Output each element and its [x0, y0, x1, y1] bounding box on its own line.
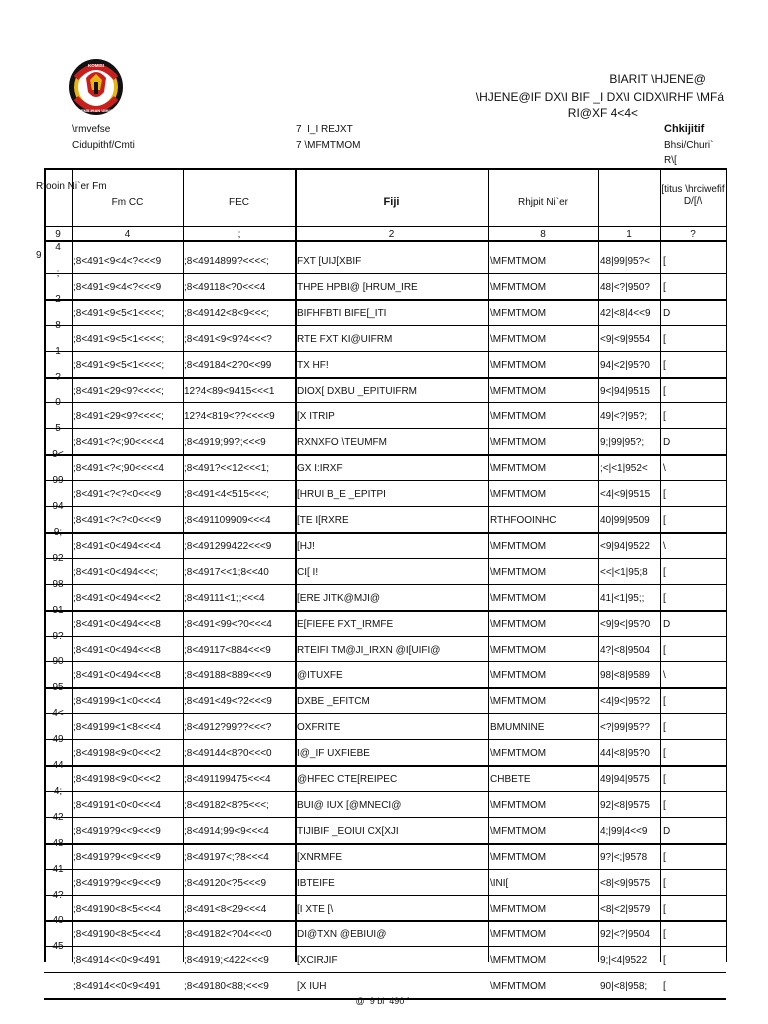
row-number: 98: [52, 578, 64, 590]
row-number: 91: [52, 604, 64, 616]
table-cell: [: [663, 696, 666, 708]
table-cell: [: [663, 333, 666, 345]
row-number: 9?: [52, 630, 64, 642]
table-cell: \: [663, 463, 666, 475]
table-cell: IBTEIFE: [297, 877, 335, 889]
row-number: 0: [55, 397, 61, 409]
row-number: 40: [52, 915, 64, 927]
table-cell: \MFMTMOM: [490, 489, 547, 501]
row-number: 4<: [52, 708, 64, 720]
meta-right-2: Bhsi/Churi`: [664, 140, 714, 151]
row-number: 4?: [52, 889, 64, 901]
table-cell: <8|<9|9575: [600, 877, 651, 889]
table-cell: <<|<1|95;8: [600, 566, 648, 578]
row-number: ?: [55, 371, 61, 383]
table-cell: ;8<4914<<0<9<491: [73, 955, 161, 967]
table-cell: ;8<4919?9<<9<<<9: [73, 825, 161, 837]
table-cell: THPE HPBI@ [HRUM_IRE: [297, 281, 418, 293]
row-number: 90: [52, 656, 64, 668]
table-cell: ;8<4919?9<<9<<<9: [73, 877, 161, 889]
table-cell: [: [663, 981, 666, 993]
row-divider: [44, 377, 726, 379]
table-cell: 94|<2|95?0: [600, 359, 650, 371]
table-cell: \MFMTMOM: [490, 696, 547, 708]
table-cell: @ITUXFE: [297, 670, 343, 682]
table-cell: [: [663, 644, 666, 656]
table-cell: ;8<4914;99<9<<<4: [184, 825, 269, 837]
table-cell: [: [663, 256, 666, 267]
table-cell: D: [663, 307, 671, 319]
table-cell: OXFRITE: [297, 722, 341, 734]
table-cell: ;8<491<?<?<0<<<9: [73, 489, 162, 501]
table-cell: \MFMTMOM: [490, 618, 547, 630]
table-cell: \MFMTMOM: [490, 929, 547, 941]
table-cell: <4|9<|95?2: [600, 696, 651, 708]
table-cell: \MFMTMOM: [490, 851, 547, 863]
table-cell: \MFMTMOM: [490, 825, 547, 837]
table-cell: ;8<49117<884<<<9: [184, 644, 271, 656]
table-cell: ;8<49198<9<0<<<2: [73, 774, 161, 785]
table-cell: ;8<49188<889<<<9: [184, 670, 272, 682]
table-cell: <8|<2|9579: [600, 903, 651, 915]
table-cell: ;8<491199475<<<4: [184, 774, 271, 785]
table-cell: [: [663, 929, 666, 941]
row-divider: [44, 739, 726, 740]
row-divider: [44, 869, 726, 870]
table-cell: ;8<49190<8<5<<<4: [73, 929, 161, 941]
table-cell: 4?|<8|9504: [600, 644, 650, 656]
row-number: 94: [52, 501, 64, 512]
meta-mid-1: 7 I_I REJXT: [296, 124, 353, 135]
table-cell: ;8<491299422<<<9: [184, 540, 272, 552]
table-cell: \MFMTMOM: [490, 437, 547, 449]
table-cell: DIOX[ DXBU _EPITUIFRM: [297, 385, 418, 397]
stray-number: 9: [36, 250, 42, 261]
row-divider: [44, 636, 726, 637]
table-cell: 40|99|9509: [600, 515, 650, 526]
table-cell: \MFMTMOM: [490, 799, 547, 811]
table-cell: 49|<?|95?;: [600, 411, 648, 423]
table-cell: [: [663, 592, 666, 604]
col-header-fiji: Fiji: [383, 196, 400, 208]
table-cell: D: [663, 825, 671, 837]
table-cell: GX I:IRXF: [297, 463, 343, 475]
table-cell: [I XTE [\: [297, 903, 334, 915]
table-cell: ;8<491<9<9?4<<<?: [184, 333, 272, 345]
table-cell: ;8<491<?<?<0<<<9: [73, 515, 162, 526]
table-cell: \MFMTMOM: [490, 281, 547, 293]
meta-left-1: \rmvefse: [72, 124, 111, 135]
row-divider: [44, 325, 726, 326]
table-cell: <9|9<|95?0: [600, 618, 651, 630]
row-divider: [44, 584, 726, 585]
table-cell: DXBE _EFITCM: [297, 696, 370, 708]
table-cell: ;8<491<0<494<<<8: [73, 644, 161, 656]
table-cell: ;8<49118<?0<<<4: [184, 281, 266, 293]
table-cell: [TE I[RXRE: [297, 515, 349, 526]
table-cell: \INI[: [490, 877, 509, 889]
table-cell: RTE FXT KI@UIFRM: [297, 333, 393, 345]
col-border: [726, 168, 727, 962]
table-cell: BUI@ IUX [@MNECI@: [297, 799, 402, 811]
table-cell: \MFMTMOM: [490, 981, 547, 993]
table-cell: 4;|99|4<<9: [600, 825, 648, 837]
table-cell: 48|<?|950?: [600, 281, 650, 293]
table-cell: 12?4<89<9415<<<1: [184, 385, 275, 397]
table-cell: \MFMTMOM: [490, 748, 547, 760]
index-cell: ?: [690, 229, 696, 240]
table-cell: [XCIRJIF: [297, 955, 338, 967]
row-number: 45: [52, 941, 64, 953]
index-cell: 9: [55, 229, 61, 240]
table-cell: ;8<491<8<29<<<4: [184, 903, 267, 915]
row-divider: [44, 610, 726, 612]
table-cell: 98|<8|9589: [600, 670, 650, 682]
row-number: 1: [55, 345, 61, 357]
index-bottom-border: [44, 240, 726, 242]
table-cell: TX HF!: [297, 359, 329, 371]
table-cell: ;8<49142<8<9<<<;: [184, 307, 270, 319]
row-number: 9<: [52, 449, 64, 461]
row-number: 99: [52, 475, 64, 487]
table-cell: [: [663, 903, 666, 915]
table-cell: D: [663, 437, 671, 449]
table-cell: [HRUI B_E _EPITPI: [297, 489, 386, 501]
row-divider: [44, 428, 726, 429]
table-cell: ;8<491?<<12<<<1;: [184, 463, 270, 475]
table-cell: \MFMTMOM: [490, 463, 547, 475]
row-divider: [44, 972, 726, 973]
table-cell: ;8<491<99<?0<<<4: [184, 618, 272, 630]
table-cell: ;8<49198<9<0<<<2: [73, 748, 161, 760]
table-cell: \MFMTMOM: [490, 333, 547, 345]
table-cell: BIFHFBTI BIFE[_ITI: [297, 307, 387, 319]
table-cell: RXNXFO \TEUMFM: [297, 437, 387, 449]
row-divider: [44, 532, 726, 534]
table-cell: \MFMTMOM: [490, 256, 547, 267]
table-cell: ;8<49199<1<8<<<4: [73, 722, 161, 734]
table-cell: ;8<491<9<4<?<<<9: [73, 256, 162, 267]
table-cell: BMUMNINE: [490, 722, 545, 734]
table-cell: CI[ I!: [297, 566, 319, 578]
table-cell: \MFMTMOM: [490, 903, 547, 915]
row-divider: [44, 480, 726, 481]
table-cell: [: [663, 385, 666, 397]
table-cell: I@_IF UXFIEBE: [297, 748, 370, 760]
table-cell: E[FIEFE FXT_IRMFE: [297, 618, 394, 630]
table-cell: ;8<49111<1;;<<<4: [184, 592, 265, 604]
meta-left-2: Cidupithf/Cmti: [72, 140, 135, 151]
table-cell: ;8<49120<?5<<<9: [184, 877, 267, 889]
table-cell: ;8<491<0<494<<<2: [73, 592, 161, 604]
table-cell: ;8<4919;<422<<<9: [184, 955, 269, 967]
table-cell: ;8<4919?9<<9<<<9: [73, 851, 161, 863]
table-cell: ;8<491<0<494<<<8: [73, 618, 161, 630]
table-cell: [: [663, 851, 666, 863]
header-line-3: RI@XF 4<4<: [567, 106, 638, 120]
header-line-2: \HJENE@IF DX\I BIF _I DX\I CIDX\IRHF \MFá: [475, 90, 724, 104]
table-top-border: [44, 168, 726, 170]
meta-mid-2: 7 \MFMTMOM: [296, 140, 361, 151]
table-cell: [: [663, 748, 666, 760]
table-cell: ;8<491<9<4<?<<<9: [73, 281, 162, 293]
table-cell: \MFMTMOM: [490, 540, 547, 552]
header-bottom-border: [44, 226, 726, 227]
row-number: 42: [52, 811, 64, 823]
table-cell: [: [663, 722, 666, 734]
row-divider: [44, 402, 726, 403]
table-cell: ;8<49184<2?0<<99: [184, 359, 272, 371]
table-cell: \MFMTMOM: [490, 359, 547, 371]
table-cell: DI@TXN @EBIUI@: [297, 929, 387, 941]
row-divider: [44, 791, 726, 792]
table-cell: [: [663, 489, 666, 501]
logo: [68, 58, 124, 116]
row-number: 9;: [53, 526, 63, 538]
row-divider: [44, 895, 726, 896]
table-cell: 90|<8|958;: [600, 981, 648, 993]
row-number: 92: [52, 552, 64, 564]
table-cell: ;8<491<29<9?<<<<;: [73, 385, 164, 397]
table-cell: @HFEC CTE[REIPEC: [297, 774, 398, 785]
row-number: ;: [56, 267, 60, 279]
row-divider: [44, 920, 726, 922]
table-cell: [: [663, 359, 666, 371]
meta-right-1: Chkijitif: [664, 123, 705, 135]
table-cell: [HJ!: [297, 540, 315, 552]
table-cell: \: [663, 670, 666, 682]
row-divider: [44, 713, 726, 714]
table-cell: [: [663, 774, 666, 785]
table-cell: ;8<491<?<;90<<<<4: [73, 437, 164, 449]
table-cell: CHBETE: [490, 774, 531, 785]
logo-text-top: KOMISI: [87, 63, 105, 68]
table-cell: [: [663, 281, 666, 293]
table-cell: 9;|99|95?;: [600, 437, 645, 449]
table-cell: 44|<8|95?0: [600, 748, 650, 760]
table-cell: \MFMTMOM: [490, 307, 547, 319]
table-cell: [X IUH: [297, 981, 330, 993]
col-header-rhjpit: Rhjpit Ni`er: [517, 197, 568, 208]
table-cell: ;8<49191<0<0<<<4: [73, 799, 161, 811]
table-cell: ;8<491<0<494<<<8: [73, 670, 161, 682]
table-cell: 42|<8|4<<9: [600, 307, 651, 319]
table-cell: \MFMTMOM: [490, 955, 547, 967]
table-cell: 48|99|95?<: [600, 256, 650, 267]
table-cell: ;8<491<29<9?<<<<;: [73, 411, 164, 423]
table-cell: FXT [UIJ[XBIF: [297, 256, 362, 267]
table-cell: RTHFOOINHC: [490, 515, 557, 526]
table-cell: ;8<49144<8?0<<<0: [184, 748, 272, 760]
table-cell: D: [663, 618, 671, 630]
table-cell: 9?|<;|9578: [600, 851, 648, 863]
table-cell: ;8<491<9<5<1<<<<;: [73, 333, 165, 345]
table-cell: ;8<49199<1<0<<<4: [73, 696, 161, 708]
table-cell: ;8<491<9<5<1<<<<;: [73, 307, 165, 319]
index-cell: 4: [124, 229, 131, 240]
row-number: 49: [52, 734, 64, 746]
table-cell: ;8<49190<8<5<<<4: [73, 903, 161, 915]
row-number: 44: [52, 760, 64, 771]
table-cell: [: [663, 877, 666, 889]
table-cell: <9|<9|9554: [600, 333, 651, 345]
index-cell: 2: [388, 229, 395, 240]
table-cell: [: [663, 566, 666, 578]
table-cell: [ERE JITK@MJI@: [297, 592, 381, 604]
row-number: 48: [52, 837, 64, 849]
table-cell: ;8<491<9<5<1<<<<;: [73, 359, 165, 371]
table-cell: <9|94|9522: [600, 540, 650, 552]
table-cell: ;8<491<4<515<<<;: [184, 489, 270, 501]
col-header-status: [titus \hrciwefif D/[/\: [661, 184, 725, 207]
row-number: 41: [52, 863, 64, 875]
table-cell: ;8<49197<;?8<<<4: [184, 851, 269, 863]
page-footer: @ 9 bi 490 `: [355, 996, 413, 1006]
col-header-row-no: Rfooin Ni`er Fm: [36, 181, 107, 192]
table-cell: \MFMTMOM: [490, 592, 547, 604]
table-cell: [XNRMFE: [297, 851, 342, 863]
table-cell: ;8<491<49<?2<<<9: [184, 696, 272, 708]
table-cell: 92|<8|9575: [600, 799, 650, 811]
table-cell: [: [663, 955, 666, 967]
table-cell: \: [663, 540, 666, 552]
table-cell: [X ITRIP: [297, 411, 335, 423]
row-divider: [44, 558, 726, 559]
table-cell: TIJIBIF _EOIUI CX[XJI: [297, 825, 399, 837]
table-cell: <4|<9|9515: [600, 489, 651, 501]
table-cell: ;8<49182<8?5<<<;: [184, 799, 269, 811]
table-cell: RTEIFI TM@JI_IRXN @I[UIFI@: [297, 644, 441, 656]
col-header-fm-cc: Fm CC: [111, 197, 144, 208]
table-cell: 9<|94|9515: [600, 385, 650, 397]
row-number: 95: [52, 682, 64, 694]
row-divider: [44, 299, 726, 301]
table-cell: ;8<4919;99?;<<<9: [184, 437, 266, 449]
table-cell: ;8<491109909<<<4: [184, 515, 271, 526]
index-cell: ;: [237, 229, 241, 240]
row-divider: [44, 506, 726, 507]
index-cell: 1: [626, 229, 632, 240]
table-cell: \MFMTMOM: [490, 644, 547, 656]
table-cell: ;<|<1|952<: [600, 463, 648, 475]
row-divider: [44, 273, 726, 274]
row-divider: [44, 843, 726, 845]
table-cell: 12?4<819<??<<<<9: [184, 411, 275, 423]
row-divider: [44, 817, 726, 818]
table-cell: 49|94|9575: [600, 774, 650, 785]
table-cell: \MFMTMOM: [490, 566, 547, 578]
col-header-fec: FEC: [229, 197, 249, 208]
table-cell: ;8<4914<<0<9<491: [73, 981, 161, 993]
row-number: 2: [55, 293, 61, 305]
table-cell: ;8<4912?99??<<<?: [184, 722, 272, 734]
header-line-1: BIARIT \HJENE@: [609, 72, 706, 86]
table-cell: ;8<4914899?<<<<;: [184, 256, 269, 267]
table-cell: [: [663, 515, 666, 526]
table-cell: 92|<?|9504: [600, 929, 650, 941]
table-cell: \MFMTMOM: [490, 411, 547, 423]
table-cell: <?|99|95??: [600, 722, 650, 734]
table-cell: 9;|<4|9522: [600, 955, 648, 967]
table-cell: [: [663, 411, 666, 423]
table-cell: ;8<491<0<494<<<;: [73, 566, 159, 578]
row-number: 5: [55, 423, 61, 435]
table-cell: [: [663, 799, 666, 811]
row-number: 4: [55, 242, 61, 253]
row-divider: [44, 351, 726, 352]
index-cell: 8: [540, 229, 546, 240]
row-divider: [44, 454, 726, 456]
table-cell: ;8<49180<88;<<<9: [184, 981, 269, 993]
table-cell: \MFMTMOM: [490, 385, 547, 397]
table-cell: \MFMTMOM: [490, 670, 547, 682]
row-number: 4;: [53, 785, 63, 797]
table-cell: 41|<1|95;;: [600, 592, 645, 604]
table-cell: ;8<491<0<494<<<4: [73, 540, 161, 552]
meta-right-3: R\[: [664, 155, 677, 166]
table-cell: ;8<49182<?04<<<0: [184, 929, 272, 941]
logo-text-bottom: PEMILIHAN UMUM: [78, 108, 114, 113]
row-divider: [44, 687, 726, 689]
row-divider: [44, 765, 726, 767]
table-cell: ;8<491<?<;90<<<<4: [73, 463, 164, 475]
table-cell: ;8<4917<<1;8<<40: [184, 566, 269, 578]
row-divider: [44, 661, 726, 662]
row-divider: [44, 946, 726, 947]
row-number: 8: [55, 319, 61, 331]
